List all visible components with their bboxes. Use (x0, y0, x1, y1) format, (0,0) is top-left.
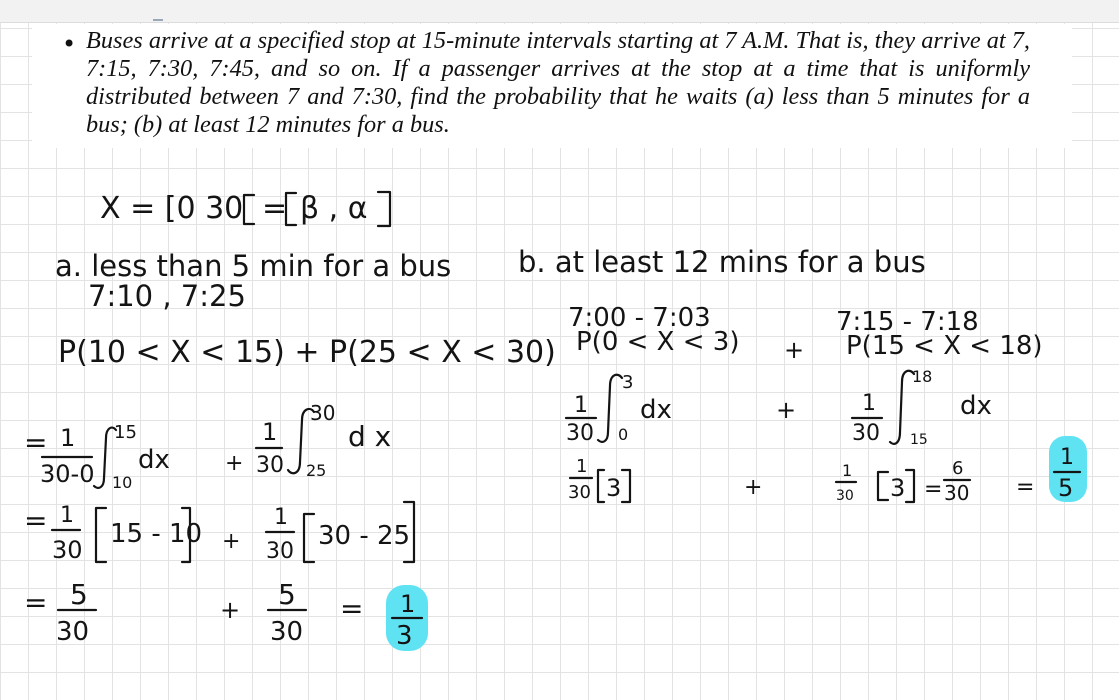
part-b-bracket-2-open (878, 472, 888, 500)
part-b-plus-1: + (784, 336, 805, 364)
part-b-int2-upper: 18 (912, 367, 933, 386)
part-a-row2-frac2-num: 1 (274, 505, 288, 530)
part-b-row3-frac2-num: 1 (842, 461, 853, 480)
part-a-times: 7:10 , 7:25 (88, 279, 246, 313)
part-a-eq-3: = (24, 586, 48, 619)
part-b-plus-2: + (776, 396, 797, 424)
part-b-frac1-den: 30 (566, 421, 594, 446)
setup-bracket-open-2 (286, 193, 296, 225)
part-a-thirty-1: 30 (56, 617, 90, 647)
part-a-five-1: 5 (70, 578, 88, 611)
part-b-frac1-num: 1 (574, 393, 588, 418)
part-b-prob-1: P(0 < X < 3) (576, 327, 740, 357)
part-a-probability: P(10 < X < 15) + P(25 < X < 30) (58, 335, 556, 370)
part-a-final-eq: = (340, 592, 364, 625)
part-a-eq-1: = (24, 426, 48, 459)
part-b-heading: b. at least 12 mins for a bus (518, 245, 926, 279)
part-a-int2-upper: 30 (310, 401, 336, 425)
part-b-dx-1: dx (640, 395, 672, 425)
part-a-answer-num: 1 (400, 590, 416, 618)
part-b-frac2-num: 1 (862, 391, 876, 416)
part-a-dx-1: dx (138, 445, 170, 475)
part-b-bracket-2: 3 (890, 474, 906, 502)
part-a-plus-3: + (220, 596, 241, 624)
part-b-dx-2: dx (960, 391, 992, 421)
part-a-dx-2: d x (348, 420, 392, 453)
part-a-int1-upper: 15 (114, 422, 137, 443)
part-b-row3-frac2-den: 30 (836, 488, 854, 504)
setup-bracket-close-1 (244, 195, 254, 224)
part-b-interval-1: 7:00 - 7:03 (568, 303, 711, 333)
part-a-bracket-1-open (96, 508, 106, 562)
part-a-plus-2: + (222, 529, 241, 554)
part-b-eq-2: = (1016, 475, 1035, 500)
part-a-bracket-2-open (304, 514, 314, 562)
part-a-frac1-num: 1 (60, 424, 76, 452)
part-b-int2-lower: 15 (910, 432, 928, 448)
problem-statement-text: Buses arrive at a specified stop at 15-minute intervals starting at 7 A.M. That is, they arrive at 7, 7:15, 7:30, 7:45, and so on. If a passenger arrives at the stop at a time that is uniformly distributed between 7 and 7:30, find the probability that he waits (a) less than 5 minutes for a bus; (b) at least 12 minutes for a bus. (86, 27, 1030, 138)
part-b-answer-num: 1 (1060, 445, 1074, 470)
part-a-eq-2: = (24, 504, 48, 537)
part-a-thirty-2: 30 (270, 617, 304, 647)
part-a-frac1-den: 30-0 (40, 460, 95, 488)
part-b-int1-lower: 0 (618, 425, 629, 444)
part-a-frac2-den: 30 (256, 453, 284, 478)
part-b-row3-frac1-num: 1 (576, 456, 588, 477)
part-a-row2-frac1-num: 1 (60, 503, 74, 528)
part-a-row2-frac1-den: 30 (52, 536, 83, 564)
part-b-frac2-den: 30 (852, 421, 880, 446)
part-b-bracket-1: 3 (606, 474, 622, 502)
setup-left: X = [0 30 (100, 191, 244, 226)
part-b-int1-upper: 3 (622, 372, 634, 393)
part-b-answer-den: 5 (1058, 474, 1074, 502)
part-b-prob-2: P(15 < X < 18) (846, 331, 1043, 361)
problem-bullet: • (62, 30, 77, 58)
part-a-plus-1: + (225, 451, 244, 476)
part-b-interval-2: 7:15 - 7:18 (836, 307, 979, 337)
part-a-int2-lower: 25 (306, 461, 327, 480)
part-b-thirty: 30 (944, 481, 970, 505)
part-b-bracket-1-open (598, 470, 604, 502)
part-a-row2-frac2-den: 30 (266, 539, 294, 564)
part-a-frac2-num: 1 (262, 418, 278, 446)
part-a-five-2: 5 (278, 578, 296, 611)
part-a-int1-lower: 10 (112, 473, 133, 492)
setup-right: β , α (300, 191, 368, 226)
part-a-bracket-1: 15 - 10 (110, 519, 203, 549)
part-b-bracket-1-close (622, 470, 630, 502)
part-b-row3-frac1-den: 30 (568, 482, 591, 503)
part-b-bracket-2-close (906, 470, 914, 502)
setup-eq: = (262, 191, 288, 226)
part-a-heading: a. less than 5 min for a bus (55, 249, 452, 283)
part-b-plus-3: + (744, 475, 763, 500)
part-a-bracket-2: 30 - 25 (318, 521, 411, 551)
part-b-six: 6 (952, 458, 964, 479)
part-a-answer-den: 3 (396, 621, 413, 651)
setup-bracket-close-2 (378, 192, 390, 226)
part-b-eq-1: = (924, 477, 943, 502)
